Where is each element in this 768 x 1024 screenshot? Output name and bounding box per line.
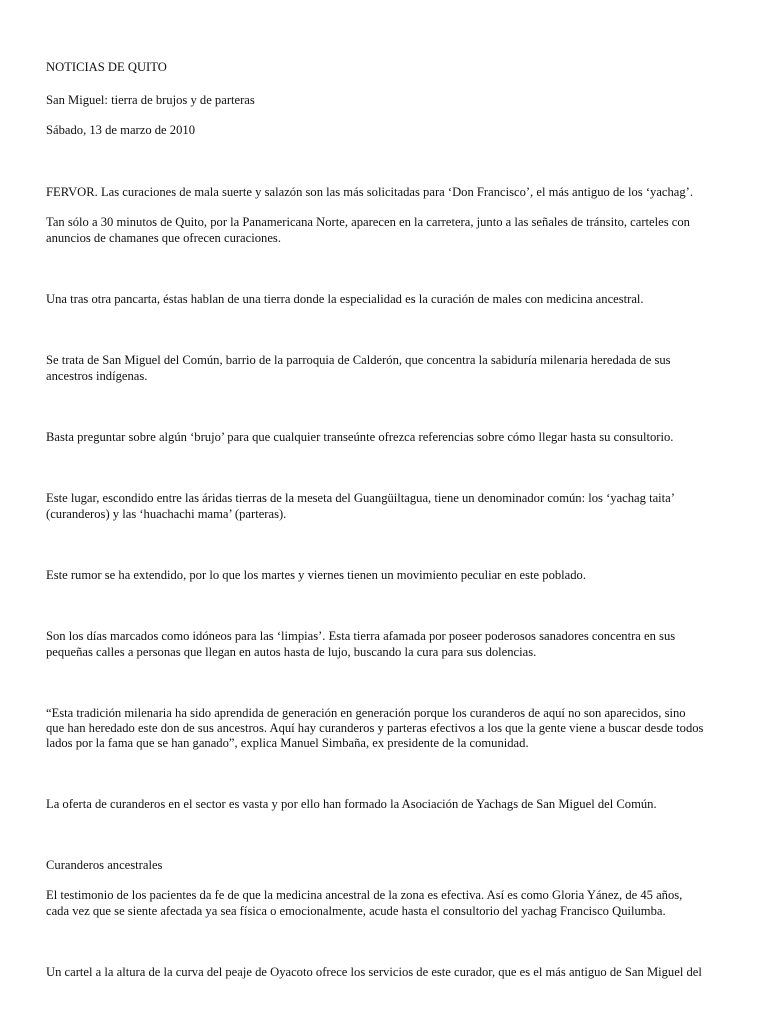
paragraph-line: Este rumor se ha extendido, por lo que los martes y viernes tienen un movimiento peculiar en este poblado. xyxy=(46,568,586,582)
article-headline: San Miguel: tierra de brujos y de parteras xyxy=(46,93,255,107)
subheading: Curanderos ancestrales xyxy=(46,858,163,872)
paragraph-line: El testimonio de los pacientes da fe de que la medicina ancestral de la zona es efectiva. Así es como Gloria Yánez, de 45 años, xyxy=(46,888,683,902)
paragraph-line: Basta preguntar sobre algún ‘brujo’ para que cualquier transeúnte ofrezca referencias sobre cómo llegar hasta su consultorio. xyxy=(46,430,674,444)
paragraph-line: Se trata de San Miguel del Común, barrio de la parroquia de Calderón, que concentra la sabiduría milenaria heredada de sus xyxy=(46,353,671,367)
paragraph-line: Un cartel a la altura de la curva del peaje de Oyacoto ofrece los servicios de este curador, que es el más antiguo de San Miguel del xyxy=(46,965,702,979)
paragraph-line: pequeñas calles a personas que llegan en autos hasta de lujo, buscando la cura para sus dolencias. xyxy=(46,645,537,659)
article-date: Sábado, 13 de marzo de 2010 xyxy=(46,123,195,137)
paragraph-line: La oferta de curanderos en el sector es vasta y por ello han formado la Asociación de Yachags de San Miguel del Común. xyxy=(46,797,657,811)
paragraph-line: Son los días marcados como idóneos para las ‘limpias’. Esta tierra afamada por poseer poderosos sanadores concentra en sus xyxy=(46,629,676,643)
paragraph-line: (curanderos) y las ‘huachachi mama’ (parteras). xyxy=(46,507,287,521)
paragraph-line: que han heredado este don de sus ancestros. Aquí hay curanderos y parteras efectivos a los que la gente viene a buscar desde todos xyxy=(46,721,704,735)
paragraph-line: Este lugar, escondido entre las áridas tierras de la meseta del Guangüiltagua, tiene un denominador común: los ‘yachag taita’ xyxy=(46,491,675,505)
paragraph-line: cada vez que se siente afectada ya sea física o emocionalmente, acude hasta el consultorio del yachag Francisco Quilumba. xyxy=(46,904,666,918)
paragraph-line: anuncios de chamanes que ofrecen curaciones. xyxy=(46,231,281,245)
paragraph-line: lados por la fama que se han ganado”, explica Manuel Simbaña, ex presidente de la comunidad. xyxy=(46,736,529,750)
section-label: NOTICIAS DE QUITO xyxy=(46,60,167,74)
paragraph-line: “Esta tradición milenaria ha sido aprendida de generación en generación porque los curanderos de aquí no son aparecidos, sino xyxy=(46,706,686,720)
paragraph-line: FERVOR. Las curaciones de mala suerte y salazón son las más solicitadas para ‘Don Francisco’, el más antiguo de los ‘yachag’. xyxy=(46,185,694,199)
paragraph-line: Una tras otra pancarta, éstas hablan de una tierra donde la especialidad es la curación de males con medicina ancestral. xyxy=(46,292,644,306)
paragraph-line: ancestros indígenas. xyxy=(46,369,148,383)
paragraph-line: Tan sólo a 30 minutos de Quito, por la Panamericana Norte, aparecen en la carretera, junto a las señales de tránsito, carteles con xyxy=(46,215,690,229)
